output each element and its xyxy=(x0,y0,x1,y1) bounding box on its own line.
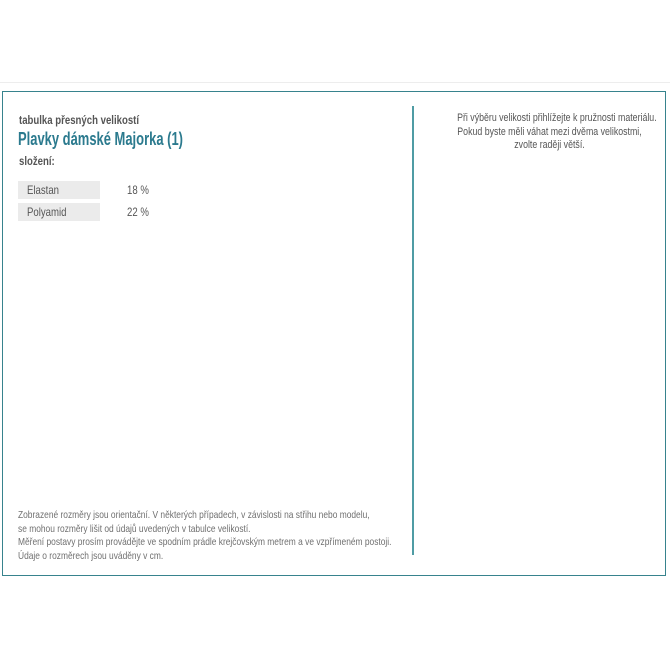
composition-label-text: složení: xyxy=(19,154,55,168)
measurement-notes xyxy=(18,509,485,563)
advice-line: zvolte raději větší. xyxy=(514,139,585,152)
product-title-text: Plavky dámské Majorka (1) xyxy=(18,129,183,149)
column-divider xyxy=(412,106,414,555)
composition-label xyxy=(19,154,64,168)
material-name: Polyamid xyxy=(27,205,67,219)
advice-line: Při výběru velikosti přihlížejte k pružnosti materiálu. xyxy=(457,112,657,124)
note-line: Údaje o rozměrech jsou uváděny v cm. xyxy=(18,549,164,562)
material-cell xyxy=(18,181,100,199)
material-cell xyxy=(18,203,100,221)
material-percentage: 18 % xyxy=(127,183,149,197)
note-line: Zobrazené rozměry jsou orientační. V některých případech, v závislosti na střihu nebo modelu, xyxy=(18,509,370,521)
product-title xyxy=(18,128,247,150)
size-advice xyxy=(412,112,665,153)
note-line: Měření postavy prosím provádějte ve spodním prádle krejčovským metrem a ve vzpřímeném postoji. xyxy=(18,536,392,548)
eyebrow-label xyxy=(19,113,169,127)
note-line: se mohou rozměry lišit od údajů uvedených v tabulce velikostí. xyxy=(18,522,251,535)
advice-line: Pokud byste měli váhat mezi dvěma velikostmi, xyxy=(457,125,642,138)
eyebrow-text: tabulka přesných velikostí xyxy=(19,113,140,127)
material-percentage: 22 % xyxy=(127,205,149,219)
material-name: Elastan xyxy=(27,183,60,197)
header-divider-rule xyxy=(0,82,670,83)
size-table-panel xyxy=(2,91,666,576)
